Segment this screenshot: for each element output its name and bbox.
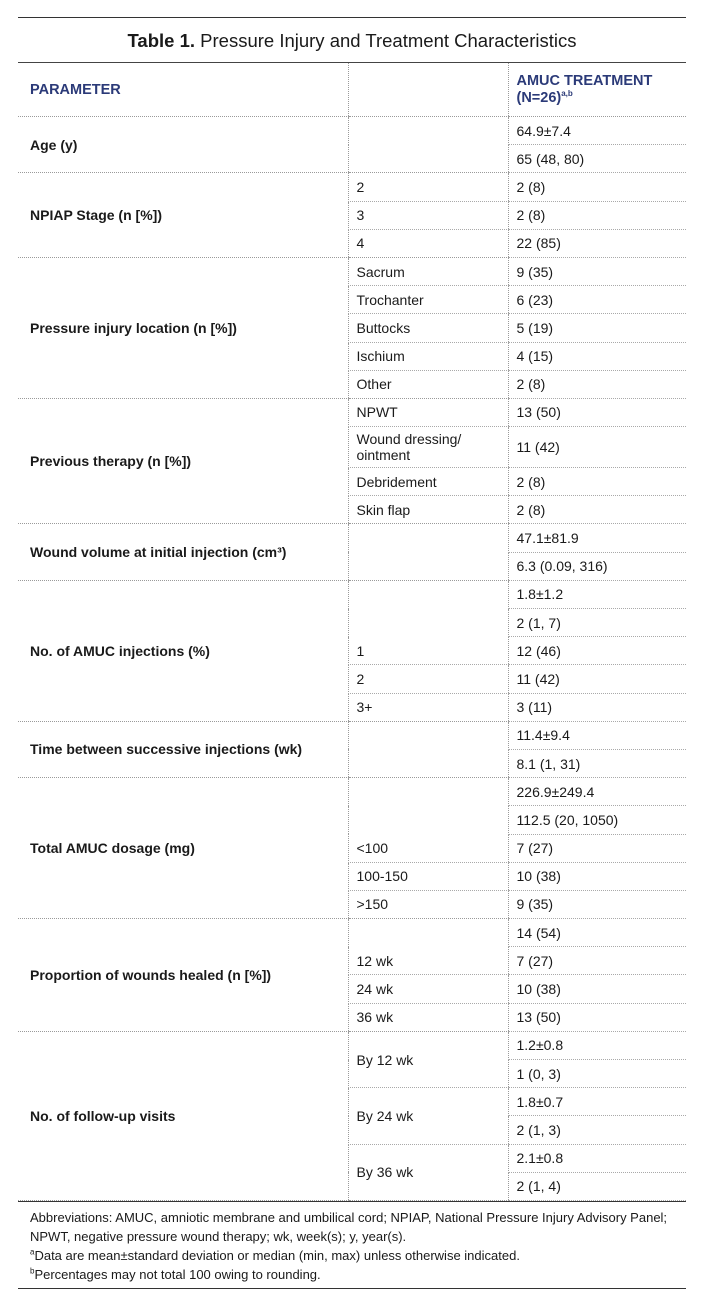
treatment-value-cell: 3 (11)	[508, 693, 686, 721]
table-row	[18, 117, 686, 145]
treatment-value-cell: 2 (8)	[508, 496, 686, 524]
subcategory-cell: By 36 wk	[348, 1144, 508, 1200]
treatment-value-cell: 12 (46)	[508, 637, 686, 665]
treatment-value-cell: 7 (27)	[508, 947, 686, 975]
subcategory-cell: NPWT	[348, 398, 508, 426]
subcategory-cell: 1	[348, 637, 508, 665]
subcategory-cell: >150	[348, 890, 508, 918]
parameter-name: Wound volume at initial injection (cm³)	[18, 524, 348, 580]
subcategory-cell	[348, 919, 508, 947]
treatment-value-cell: 1 (0, 3)	[508, 1060, 686, 1088]
parameter-name: No. of follow-up visits	[18, 1031, 348, 1200]
treatment-value-cell: 47.1±81.9	[508, 524, 686, 552]
treatment-value-cell: 2 (1, 7)	[508, 609, 686, 637]
parameter-name: NPIAP Stage (n [%])	[18, 173, 348, 258]
header-treatment-line2: (N=26)	[516, 89, 562, 106]
subcategory-cell: Skin flap	[348, 496, 508, 524]
treatment-value-cell: 2 (8)	[508, 370, 686, 398]
footnote-abbreviations: Abbreviations: AMUC, amniotic membrane and umbilical cord; NPIAP, National Pressure Injury Advisory Panel; NPWT, negative pressure wound therapy; wk, week(s); y, year(s).	[30, 1209, 668, 1244]
table-row	[18, 173, 686, 201]
subcategory-cell: Wound dressing/ ointment	[348, 427, 508, 468]
subcategory-cell: Other	[348, 370, 508, 398]
parameter-name: Total AMUC dosage (mg)	[18, 778, 348, 919]
header-treatment-footnote-marks: a,b	[561, 88, 573, 98]
subcategory-cell: By 12 wk	[348, 1031, 508, 1087]
subcategory-cell: Sacrum	[348, 257, 508, 285]
subcategory-cell: 3+	[348, 693, 508, 721]
subcategory-cell: Debridement	[348, 468, 508, 496]
treatment-value-cell: 2 (8)	[508, 173, 686, 201]
subcategory-cell	[348, 749, 508, 777]
treatment-value-cell: 112.5 (20, 1050)	[508, 806, 686, 834]
subcategory-cell	[348, 721, 508, 749]
treatment-value-cell: 14 (54)	[508, 919, 686, 947]
table-row	[18, 580, 686, 608]
subcategory-cell	[348, 117, 508, 145]
treatment-value-cell: 22 (85)	[508, 229, 686, 257]
header-amuc-treatment	[508, 63, 686, 117]
subcategory-cell: 24 wk	[348, 975, 508, 1003]
footnote-b-mark: b	[30, 1266, 35, 1276]
subcategory-cell: 12 wk	[348, 947, 508, 975]
table-container	[18, 17, 686, 1289]
parameter-name: Previous therapy (n [%])	[18, 398, 348, 524]
header-subcategory	[348, 63, 508, 117]
characteristics-table	[18, 62, 686, 1201]
treatment-value-cell: 2 (8)	[508, 468, 686, 496]
header-parameter: PARAMETER	[18, 63, 348, 117]
parameter-name: Pressure injury location (n [%])	[18, 257, 348, 398]
treatment-value-cell: 9 (35)	[508, 890, 686, 918]
table-row	[18, 1031, 686, 1059]
subcategory-cell	[348, 806, 508, 834]
treatment-value-cell: 13 (50)	[508, 398, 686, 426]
subcategory-cell: <100	[348, 834, 508, 862]
treatment-value-cell: 2 (1, 4)	[508, 1172, 686, 1200]
treatment-value-cell: 10 (38)	[508, 975, 686, 1003]
parameter-name: No. of AMUC injections (%)	[18, 580, 348, 721]
subcategory-cell: 4	[348, 229, 508, 257]
subcategory-cell: 2	[348, 173, 508, 201]
treatment-value-cell: 1.8±0.7	[508, 1088, 686, 1116]
treatment-value-cell: 6 (23)	[508, 286, 686, 314]
subcategory-cell	[348, 524, 508, 552]
treatment-value-cell: 7 (27)	[508, 834, 686, 862]
treatment-value-cell: 10 (38)	[508, 862, 686, 890]
subcategory-cell: Ischium	[348, 342, 508, 370]
footnote-b	[30, 1265, 686, 1284]
footnote-a	[30, 1246, 686, 1265]
subcategory-cell	[348, 778, 508, 806]
treatment-value-cell: 2 (1, 3)	[508, 1116, 686, 1144]
subcategory-cell: By 24 wk	[348, 1088, 508, 1144]
treatment-value-cell: 65 (48, 80)	[508, 145, 686, 173]
subcategory-cell: Trochanter	[348, 286, 508, 314]
treatment-value-cell: 8.1 (1, 31)	[508, 749, 686, 777]
footnote-b-text: Percentages may not total 100 owing to rounding.	[34, 1266, 321, 1282]
treatment-value-cell: 1.2±0.8	[508, 1031, 686, 1059]
bottom-rule	[18, 1288, 686, 1289]
table-title-label: Table 1.	[127, 30, 196, 51]
treatment-value-cell: 2 (8)	[508, 201, 686, 229]
table-row	[18, 919, 686, 947]
treatment-value-cell: 5 (19)	[508, 314, 686, 342]
table-row	[18, 398, 686, 426]
treatment-value-cell: 9 (35)	[508, 257, 686, 285]
subcategory-cell: Buttocks	[348, 314, 508, 342]
treatment-value-cell: 226.9±249.4	[508, 778, 686, 806]
subcategory-cell	[348, 609, 508, 637]
treatment-value-cell: 11 (42)	[508, 665, 686, 693]
table-row	[18, 721, 686, 749]
treatment-value-cell: 11 (42)	[508, 427, 686, 468]
footnote-a-text: Data are mean±standard deviation or median (min, max) unless otherwise indicated.	[34, 1247, 520, 1263]
treatment-value-cell: 6.3 (0.09, 316)	[508, 552, 686, 580]
treatment-value-cell: 4 (15)	[508, 342, 686, 370]
table-footnotes	[18, 1201, 686, 1284]
header-treatment-line1: AMUC TREATMENT	[516, 72, 653, 89]
subcategory-cell	[348, 580, 508, 608]
subcategory-cell: 100-150	[348, 862, 508, 890]
table-row	[18, 257, 686, 285]
treatment-value-cell: 2.1±0.8	[508, 1144, 686, 1172]
treatment-value-cell: 13 (50)	[508, 1003, 686, 1031]
footnote-a-mark: a	[30, 1247, 35, 1257]
parameter-name: Proportion of wounds healed (n [%])	[18, 919, 348, 1032]
table-row	[18, 524, 686, 552]
treatment-value-cell: 11.4±9.4	[508, 721, 686, 749]
table-title-text: Pressure Injury and Treatment Characteristics	[200, 30, 577, 51]
parameter-name: Time between successive injections (wk)	[18, 721, 348, 777]
table-row	[18, 778, 686, 806]
parameter-name: Age (y)	[18, 117, 348, 173]
subcategory-cell: 3	[348, 201, 508, 229]
subcategory-cell	[348, 552, 508, 580]
table-title	[18, 18, 686, 62]
subcategory-cell	[348, 145, 508, 173]
treatment-value-cell: 64.9±7.4	[508, 117, 686, 145]
table-header-row	[18, 63, 686, 117]
treatment-value-cell: 1.8±1.2	[508, 580, 686, 608]
subcategory-cell: 36 wk	[348, 1003, 508, 1031]
subcategory-cell: 2	[348, 665, 508, 693]
